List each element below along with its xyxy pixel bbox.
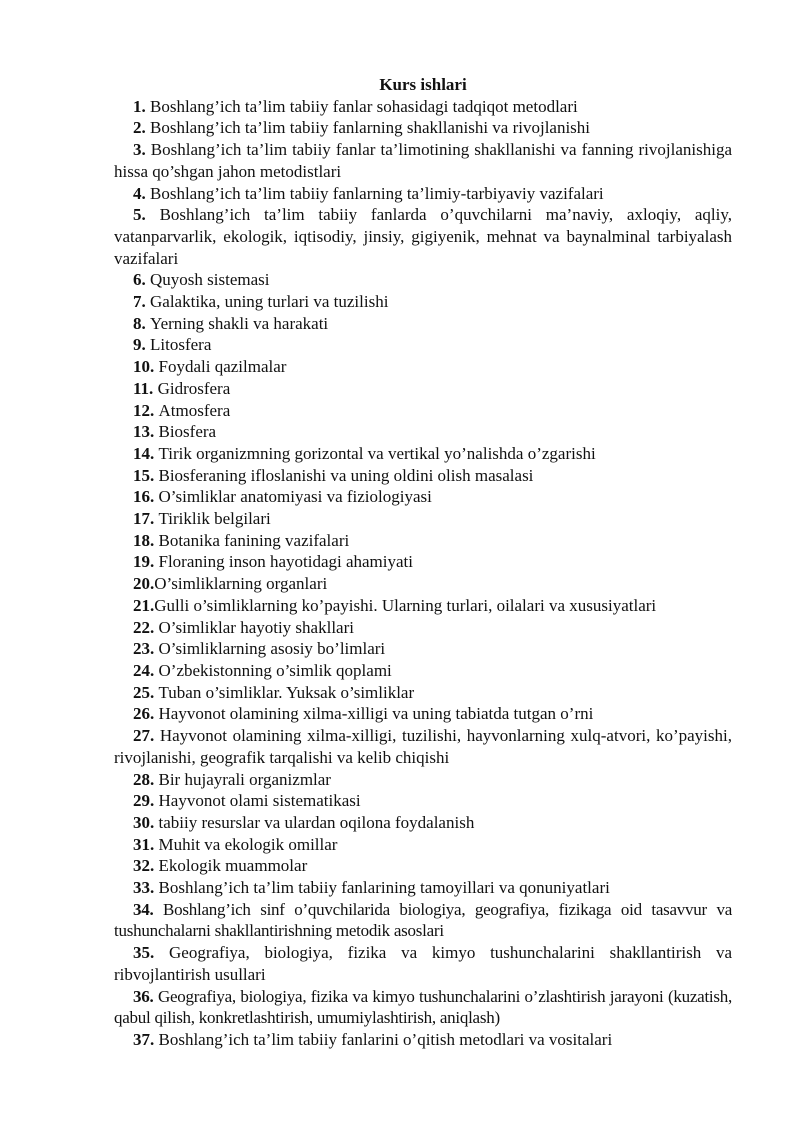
item-text: Hayvonot olami sistematikasi (158, 791, 361, 811)
item-text: Bir hujayrali organizmlar (158, 769, 331, 789)
item-number: 22. (133, 617, 159, 637)
item-number: 3. (133, 140, 151, 160)
item-number: 32. (133, 856, 159, 876)
item-text: Litosfera (150, 335, 212, 355)
item-number: 26. (133, 704, 159, 724)
item-text: O’zbekistonning o’simlik qoplami (158, 660, 392, 680)
item-number: 34. (133, 899, 164, 919)
item-number: 12. (133, 400, 159, 420)
item-text: Geografiya, biologiya, fizika va kimyo tushunchalarini shakllantirish va ribvojlantirish usullari (114, 943, 732, 984)
list-item (114, 356, 732, 378)
item-text: Hayvonot olamining xilma-xilligi va uning tabiatda tutgan o’rni (158, 704, 594, 724)
item-number: 16. (133, 487, 159, 507)
item-number: 36. (133, 986, 158, 1006)
item-text: Boshlang’ich ta’lim tabiiy fanlar ta’limotining shakllanishi va fanning rivojlanishiga hissa qo’shgan jahon metodistlari (114, 140, 733, 181)
item-text: O’simliklar hayotiy shakllari (158, 617, 354, 637)
item-number: 21. (133, 595, 155, 615)
item-number: 29. (133, 791, 159, 811)
item-text: Botanika fanining vazifalari (158, 530, 350, 550)
list-item (114, 834, 732, 856)
item-number: 24. (133, 660, 159, 680)
list-item (114, 117, 732, 139)
item-text: Boshlang’ich ta’lim tabiiy fanlarning ta’limiy-tarbiyaviy vazifalari (150, 183, 604, 203)
list-item (114, 855, 732, 877)
item-text: Ekologik muammolar (158, 856, 308, 876)
list-item (114, 443, 732, 465)
list-item (114, 1029, 732, 1051)
document-title: Kurs ishlari (379, 75, 467, 94)
list-item (114, 530, 732, 552)
item-text: Tiriklik belgilari (158, 509, 271, 529)
course-topic-list (114, 96, 732, 1051)
list-item (114, 465, 732, 487)
item-number: 18. (133, 530, 159, 550)
item-text: O’simliklarning organlari (154, 574, 328, 594)
item-number: 30. (133, 812, 159, 832)
item-number: 23. (133, 639, 159, 659)
item-number: 33. (133, 878, 159, 898)
item-number: 5. (133, 205, 160, 225)
item-text: tabiiy resurslar va ulardan oqilona foydalanish (158, 812, 475, 832)
item-text: O’simliklar anatomiyasi va fiziologiyasi (158, 487, 432, 507)
item-number: 15. (133, 465, 159, 485)
item-text: Galaktika, uning turlari va tuzilishi (150, 292, 389, 312)
list-item (114, 508, 732, 530)
list-item (114, 703, 732, 725)
list-item (114, 204, 732, 269)
list-item (114, 334, 732, 356)
item-text: Foydali qazilmalar (158, 357, 287, 377)
item-number: 2. (133, 118, 150, 138)
item-text: Boshlang’ich ta’lim tabiiy fanlarini o’qitish metodlari va vositalari (158, 1029, 613, 1049)
list-item (114, 291, 732, 313)
item-text: Gulli o’simliklarning ko’payishi. Ularning turlari, oilalari va xususiyatlari (154, 595, 657, 615)
list-item (114, 486, 732, 508)
item-number: 1. (133, 96, 150, 116)
item-number: 31. (133, 834, 159, 854)
list-item (114, 790, 732, 812)
list-item (114, 183, 732, 205)
list-item (114, 400, 732, 422)
list-item (114, 551, 732, 573)
item-text: Muhit va ekologik omillar (158, 834, 338, 854)
list-item (114, 421, 732, 443)
item-text: Quyosh sistemasi (150, 270, 270, 290)
item-text: Atmosfera (158, 400, 231, 420)
list-item (114, 812, 732, 834)
item-number: 20. (133, 574, 155, 594)
item-text: Boshlang’ich ta’lim tabiiy fanlarining tamoyillari va qonuniyatlari (158, 878, 610, 898)
list-item (114, 942, 732, 985)
item-number: 8. (133, 313, 150, 333)
item-number: 14. (133, 443, 159, 463)
item-text: Biosfera (158, 422, 217, 442)
item-number: 19. (133, 552, 159, 572)
item-text: Boshlang’ich ta’lim tabiiy fanlarning shakllanishi va rivojlanishi (150, 118, 591, 138)
list-item (114, 378, 732, 400)
list-item (114, 313, 732, 335)
list-item (114, 638, 732, 660)
item-text: Boshlang’ich sinf o’quvchilarida biologiya, geografiya, fizikaga oid tasavvur va tushunchalarni shakllantirishning metodik asoslari (114, 899, 733, 941)
item-number: 17. (133, 509, 159, 529)
item-number: 35. (133, 943, 169, 963)
item-number: 10. (133, 357, 159, 377)
list-item (114, 96, 732, 118)
list-item (114, 139, 732, 182)
list-item (114, 899, 732, 942)
item-text: Hayvonot olamining xilma-xilligi, tuzilishi, hayvonlarning xulq-atvori, ko’payishi, rivojlanishi, geografik tarqalishi va kelib chiqishi (114, 726, 732, 767)
item-number: 27. (133, 726, 160, 746)
list-item (114, 769, 732, 791)
list-item (114, 877, 732, 899)
list-item (114, 986, 732, 1029)
item-text: Boshlang’ich ta’lim tabiiy fanlar sohasidagi tadqiqot metodlari (150, 96, 578, 116)
item-number: 13. (133, 422, 159, 442)
item-number: 7. (133, 292, 150, 312)
item-text: Boshlang’ich ta’lim tabiiy fanlarda o’quvchilarni ma’naviy, axloqiy, aqliy, vatanparvarlik, ekologik, iqtisodiy, jinsiy, gigiyenik, mehnat va baynalminal tarbiyalash vazifalari (114, 205, 733, 268)
item-text: Tuban o’simliklar. Yuksak o’simliklar (158, 682, 415, 702)
item-number: 11. (133, 378, 158, 398)
item-number: 37. (133, 1029, 159, 1049)
item-text: O’simliklarning asosiy bo’limlari (158, 639, 386, 659)
item-number: 6. (133, 270, 150, 290)
list-item (114, 660, 732, 682)
item-text: Tirik organizmning gorizontal va vertikal yo’nalishda o’zgarishi (158, 443, 596, 463)
item-text: Geografiya, biologiya, fizika va kimyo tushunchalarini o’zlashtirish jarayoni (kuzatish, qabul qilish, konkretlashtirish, umumiylashtirish, aniqlash) (114, 986, 733, 1028)
list-item (114, 725, 732, 768)
item-text: Biosferaning ifloslanishi va uning oldini olish masalasi (158, 465, 534, 485)
item-text: Yerning shakli va harakati (150, 313, 329, 333)
item-number: 9. (133, 335, 150, 355)
item-number: 28. (133, 769, 159, 789)
document-page (114, 74, 732, 1051)
list-item (114, 682, 732, 704)
list-item (114, 269, 732, 291)
item-number: 25. (133, 682, 159, 702)
list-item (114, 573, 732, 595)
item-text: Gidrosfera (157, 378, 231, 398)
item-text: Floraning inson hayotidagi ahamiyati (158, 552, 413, 572)
list-item (114, 595, 732, 617)
item-number: 4. (133, 183, 150, 203)
list-item (114, 617, 732, 639)
